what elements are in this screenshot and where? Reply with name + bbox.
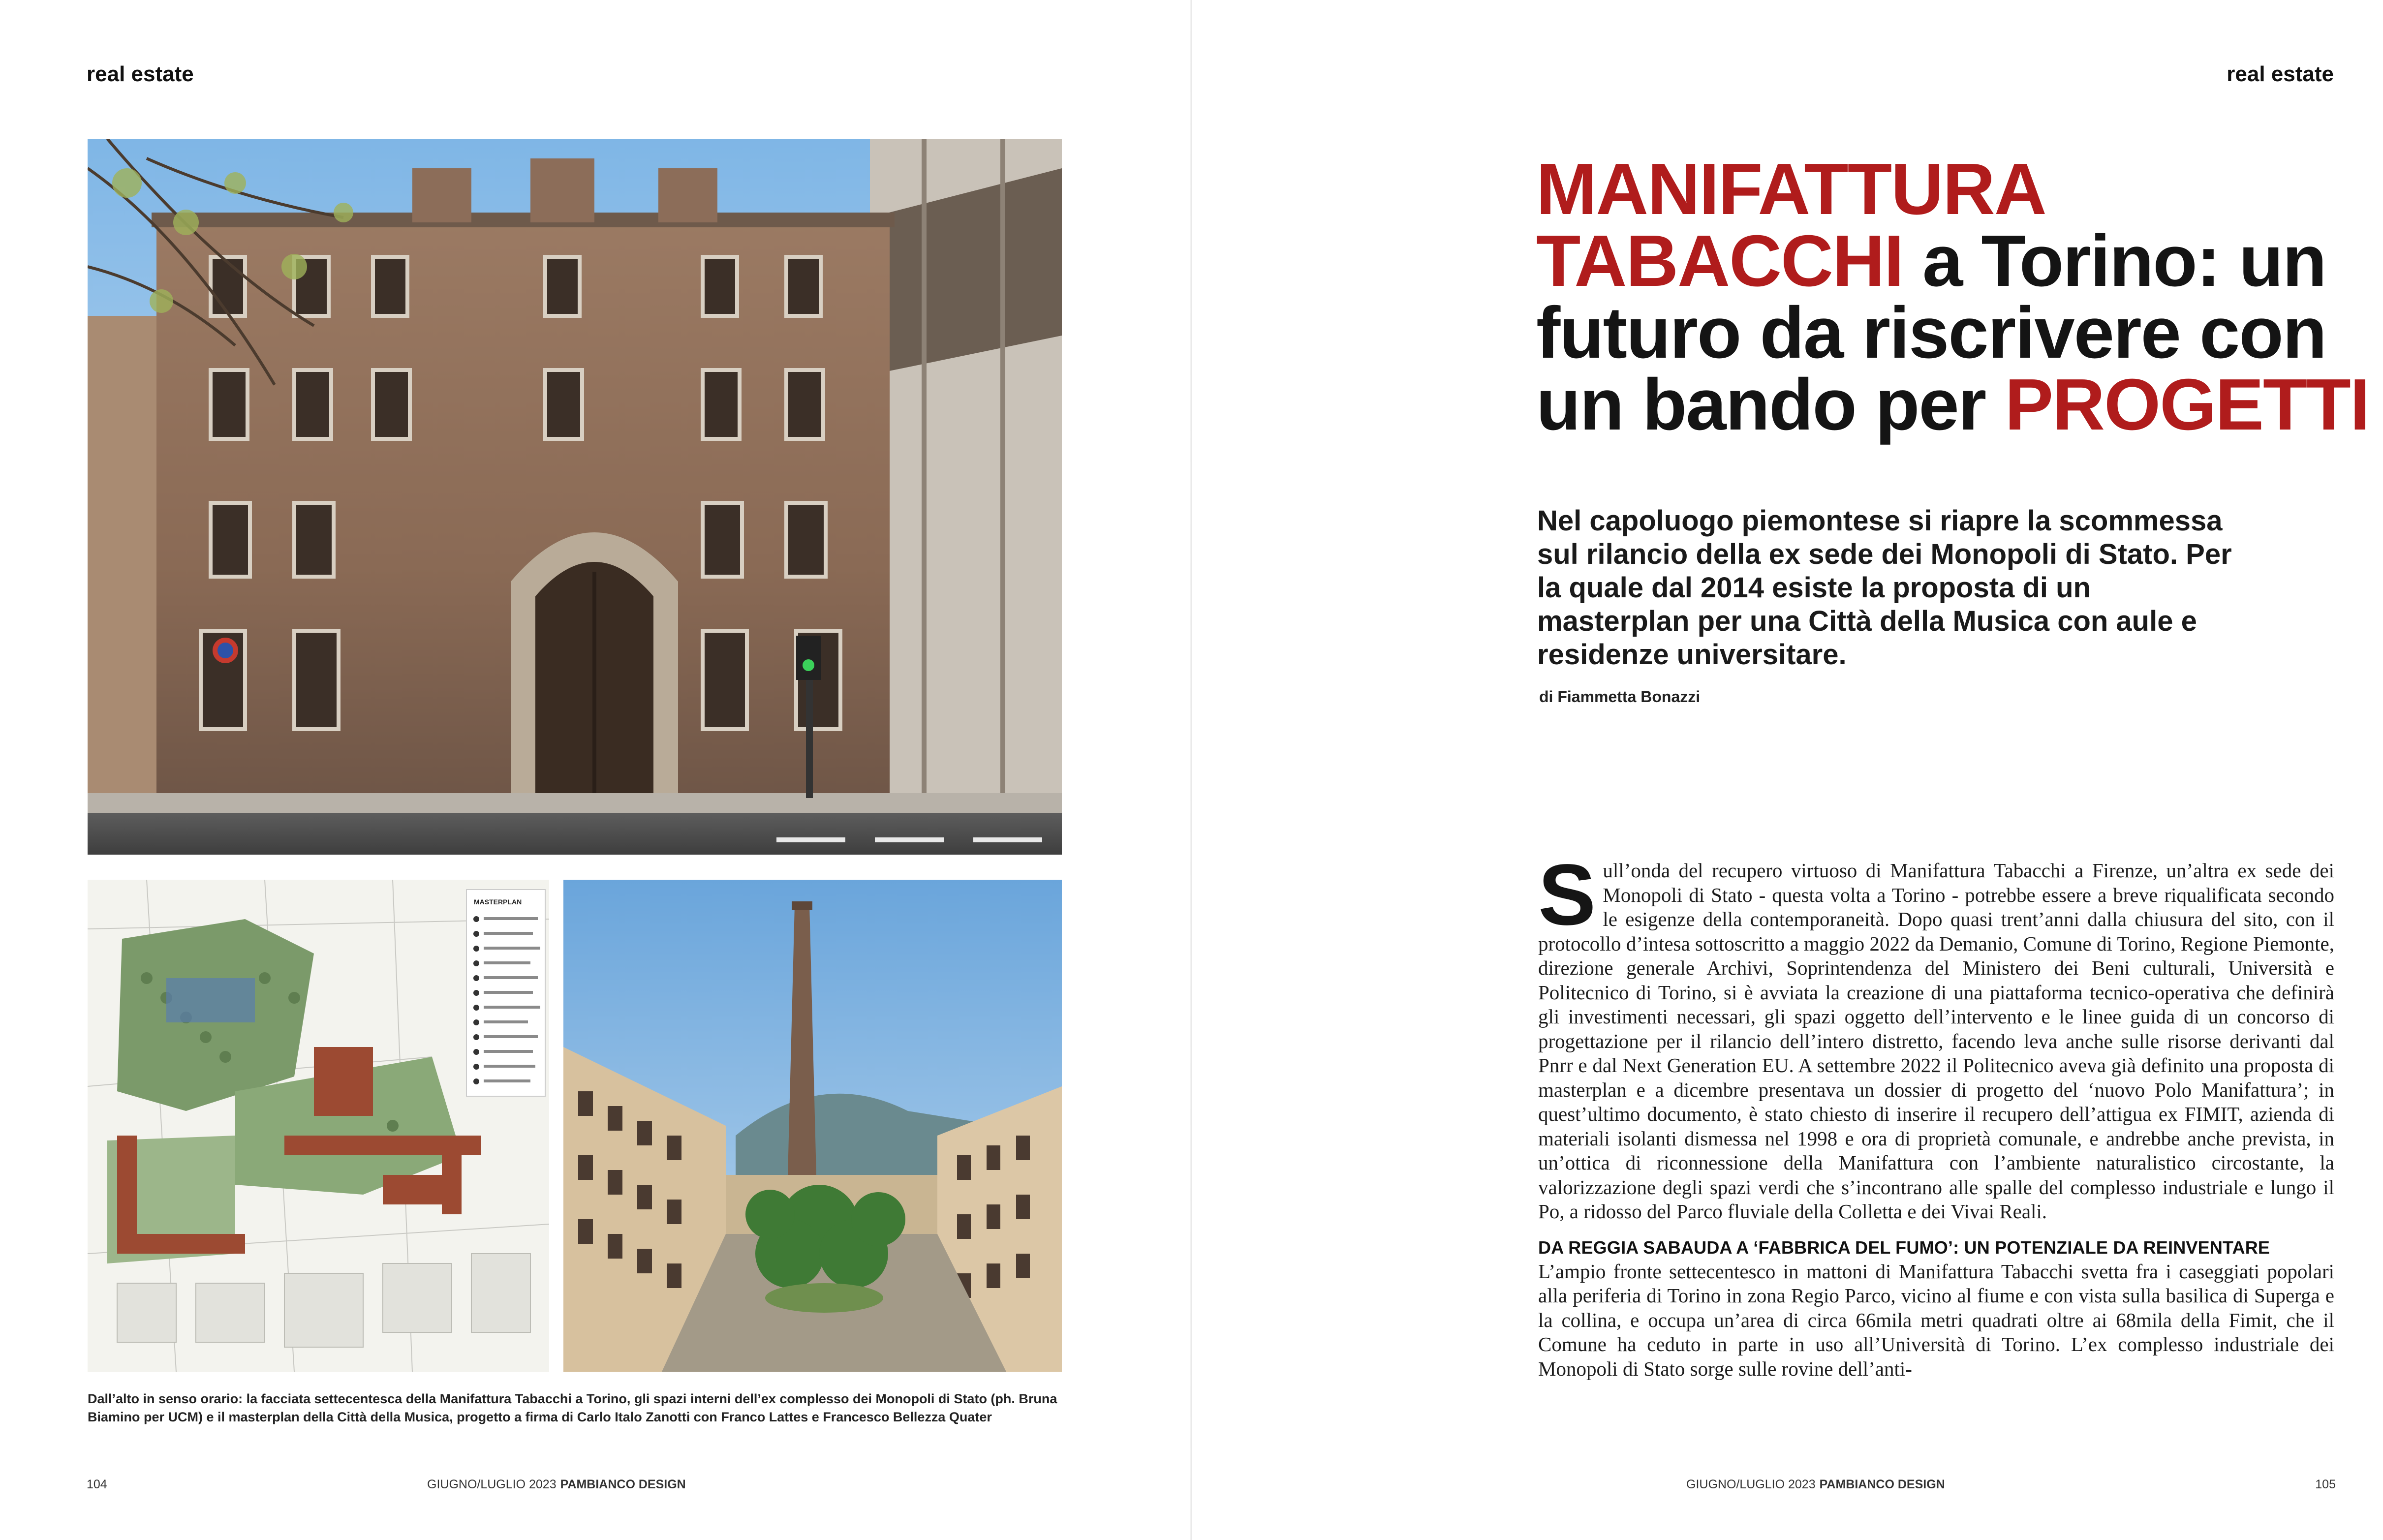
page-number-right: 105: [2315, 1478, 2336, 1491]
drop-cap: S: [1538, 847, 1596, 943]
section-label: real estate: [2227, 62, 2334, 86]
subheading: DA REGGIA SABAUDA A ‘FABBRICA DEL FUMO’: UN POTENZIALE DA REINVENTARE: [1538, 1237, 2270, 1258]
headline-red-word: TABACCHI: [1536, 220, 1903, 302]
magazine-name: PAMBIANCO DESIGN: [1819, 1478, 1945, 1491]
headline-line-1: MANIFATTURA: [1536, 149, 2046, 230]
masterplan-image: [88, 880, 549, 1372]
page-number-left: 104: [87, 1478, 107, 1491]
section-label: real estate: [87, 62, 194, 86]
byline: di Fiammetta Bonazzi: [1539, 688, 1701, 706]
facade-photo: [88, 139, 1062, 855]
paragraph-1: [1538, 847, 2334, 1224]
headline-line-4-start: un bando per: [1536, 364, 2005, 445]
left-page: [0, 0, 1191, 1540]
paragraph-2: L’ampio fronte settecentesco in mattoni di Manifattura Tabacchi svetta fra i caseggiati popolari alla periferia di Torino in zona Regio Parco, vicino al fiume e con vista sulla basilica di Superga e la collina, e occupa un’area di circa 66mila metri quadrati oltre ai 68mila della Fimit, che il Comune ha ceduto in parte in uso all’Università di Torino. L’ex complesso industriale dei Monopoli di Stato sorge sulle rovine dell’anti-: [1538, 1260, 2334, 1380]
headline: [1536, 149, 2369, 445]
article-body: [1538, 847, 2334, 1381]
folio-right: [1686, 1478, 1945, 1492]
issue-date: GIUGNO/LUGLIO 2023: [1686, 1478, 1816, 1491]
headline-line-3: futuro da riscrivere con: [1536, 292, 2326, 373]
magazine-name: PAMBIANCO DESIGN: [560, 1478, 686, 1491]
headline-line-4: [1536, 364, 2369, 445]
headline-line-2-rest: a Torino: un: [1903, 220, 2326, 302]
headline-red-word-2: PROGETTI: [2005, 364, 2369, 445]
issue-date: GIUGNO/LUGLIO 2023: [427, 1478, 557, 1491]
courtyard-photo: [563, 880, 1062, 1372]
photo-caption: Dall’alto in senso orario: la facciata settecentesca della Manifattura Tabacchi a Torino, gli spazi interni dell’ex complesso dei Monopoli di Stato (ph. Bruna Biamino per UCM) e il masterplan della Città della Musica, progetto a firma di Carlo Italo Zanotti con Franco Lattes e Francesco Bellezza Quater: [88, 1391, 1057, 1424]
standfirst: Nel capoluogo piemontese si riapre la scommessa sul rilancio della ex sede dei Monopoli di Stato. Per la quale dal 2014 esiste la proposta di un masterplan per una Città della Musica con aule e residenze universitare.: [1537, 505, 2232, 671]
right-page: [1192, 0, 2383, 1540]
paragraph-1-text: ull’onda del recupero virtuoso di Manifattura Tabacchi a Firenze, un’altra ex sede dei Monopoli di Stato - questa volta a Torino - potrebbe essere a breve riqualificata secondo le esigenze della contemporaneità. Dopo quasi trent’anni dalla chiusura del sito, con il protocollo d’intesa sottoscritto a maggio 2022 da Demanio, Comune di Torino, Regione Piemonte, direzione generale Archivi, Soprintendenza del Ministero dei Beni culturali, Università e Politecnico di Torino, si è avviata la creazione di una piattaforma tecnico-operativa che definirà gli investimenti necessari, gli spazi oggetto dell’intervento e le linee guida di un concorso di progettazione per il rilancio dell’intero distretto, facendo leva anche sulle risorse derivanti dal Pnrr e dal Next Generation EU. A settembre 2022 il Politecnico aveva già definito una proposta di masterplan e a dicembre presentava un dossier di progetto del ‘nuovo Polo Manifattura’; in quest’ultimo documento, è stato chiesto di inserire il recupero dell’attigua ex FIMIT, azienda di materiali isolanti dismessa nel 1998 e ora di proprietà comunale, e andrebbe anche prevista, in un’ottica di riconnessione della Manifattura con l’ambiente naturalistico circostante, la valorizzazione degli spazi verdi che s’incontrano alle spalle del complesso industriale e lungo il Po, a ridosso del Parco fluviale della Colletta e dei Vivai Reali.: [1538, 859, 2334, 1223]
headline-line-2: [1536, 220, 2353, 302]
folio-left: [427, 1478, 686, 1492]
plan-legend-title: MASTERPLAN: [474, 898, 522, 906]
